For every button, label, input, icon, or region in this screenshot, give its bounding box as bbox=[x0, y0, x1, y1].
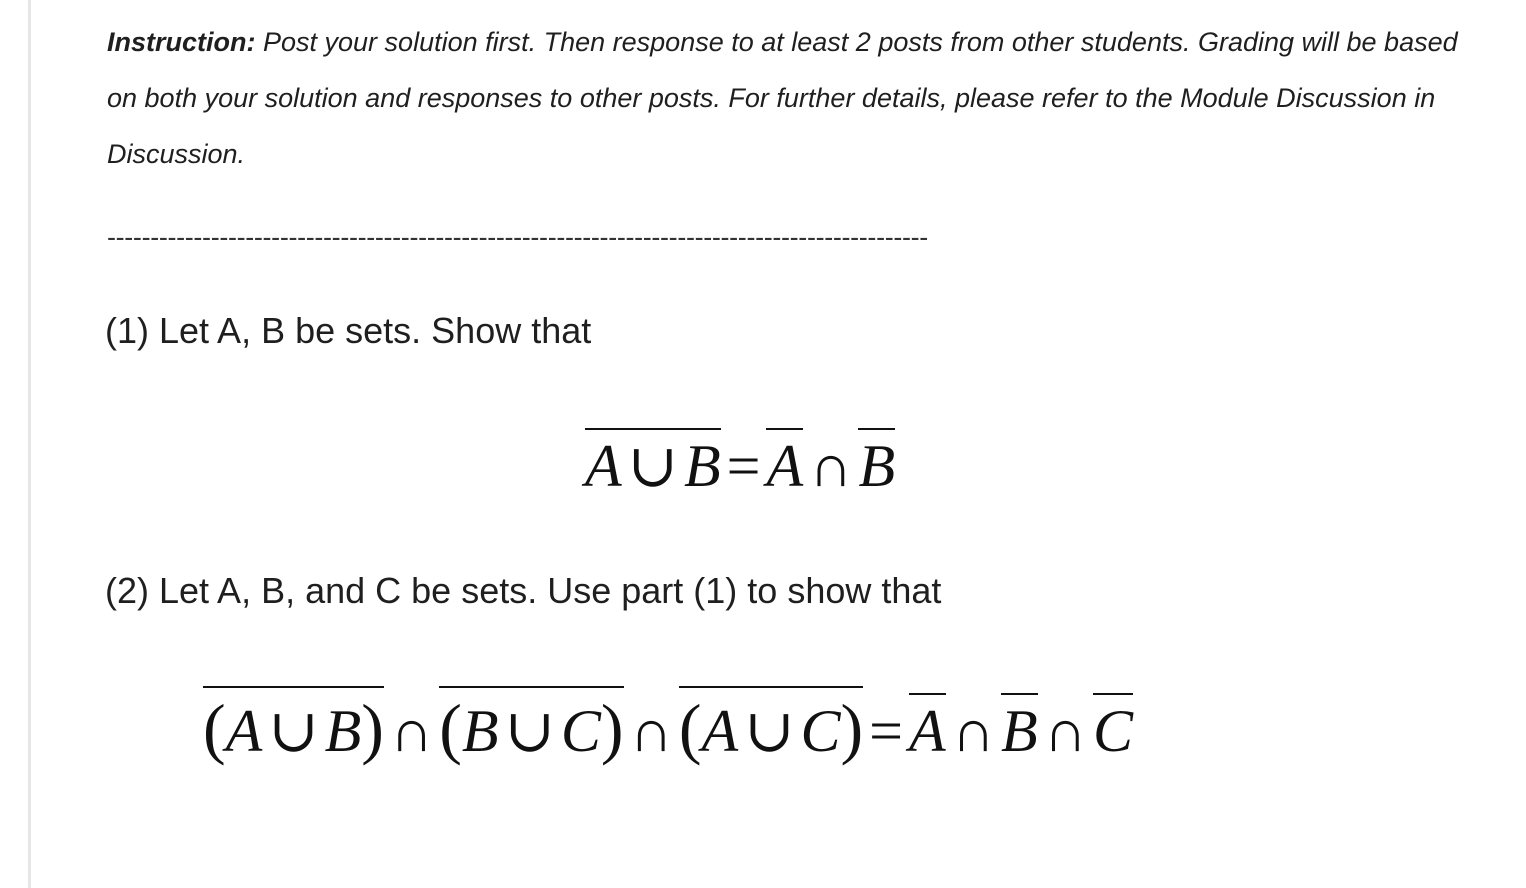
formula-1 bbox=[585, 428, 896, 499]
f1-lhs-a: A bbox=[585, 433, 622, 499]
f2-group-2-overline bbox=[439, 686, 624, 766]
f2-g1-a: A bbox=[225, 698, 263, 764]
f2-rhs-a-complement: A bbox=[909, 693, 946, 761]
instruction-paragraph bbox=[107, 14, 1467, 182]
f2-rhs-b-complement: B bbox=[1001, 693, 1038, 761]
f2-g2-union: ∪ bbox=[504, 698, 555, 764]
f2-rhs-c-complement: C bbox=[1093, 693, 1133, 761]
f2-g1-union: ∪ bbox=[268, 698, 319, 764]
f2-group-3-overline bbox=[678, 686, 864, 766]
f1-equals: = bbox=[726, 433, 761, 499]
instruction-text: Post your solution first. Then response to at least 2 posts from other students. Grading will be based on both your solution and responses to other posts. For further details, please refer to the Module Discussion in Discussion. bbox=[107, 27, 1458, 169]
f1-rhs-a-complement: A bbox=[766, 428, 803, 496]
f2-cap-1: ∩ bbox=[389, 698, 434, 764]
f2-rhs-cap-2: ∩ bbox=[1043, 698, 1087, 764]
f1-lhs-b: B bbox=[683, 433, 721, 499]
f2-equals: = bbox=[869, 698, 903, 764]
f2-g1-open-paren: ( bbox=[203, 690, 226, 766]
f2-rhs-cap-1: ∩ bbox=[951, 698, 995, 764]
formula-2 bbox=[203, 686, 1134, 766]
f2-g3-close-paren: ) bbox=[840, 690, 864, 766]
f1-rhs-b-complement: B bbox=[858, 428, 895, 496]
formula-1-lhs-overline bbox=[585, 428, 721, 499]
f2-g3-open-paren: ( bbox=[678, 690, 702, 766]
problem-2-statement: (2) Let A, B, and C be sets. Use part (1) to show that bbox=[105, 570, 942, 611]
f2-group-1-overline bbox=[203, 686, 384, 766]
f2-g2-b: B bbox=[461, 698, 499, 764]
f2-g1-b: B bbox=[324, 698, 362, 764]
instruction-label: Instruction: bbox=[107, 27, 256, 57]
left-border bbox=[28, 0, 31, 888]
f2-g2-open-paren: ( bbox=[439, 690, 462, 766]
f2-cap-2: ∩ bbox=[629, 698, 673, 764]
problem-1-statement: (1) Let A, B be sets. Show that bbox=[105, 310, 592, 351]
f2-g1-close-paren: ) bbox=[361, 690, 384, 766]
f2-g3-c: C bbox=[800, 698, 841, 764]
dashed-separator: ----------------------------------------------------------------------------------------------- bbox=[107, 222, 928, 252]
f2-g3-a: A bbox=[701, 698, 739, 764]
f1-lhs-union: ∪ bbox=[627, 433, 678, 499]
f2-g3-union: ∪ bbox=[744, 698, 795, 764]
f2-g2-close-paren: ) bbox=[600, 690, 624, 766]
f2-g2-c: C bbox=[560, 698, 601, 764]
f1-rhs-intersection: ∩ bbox=[809, 433, 853, 499]
